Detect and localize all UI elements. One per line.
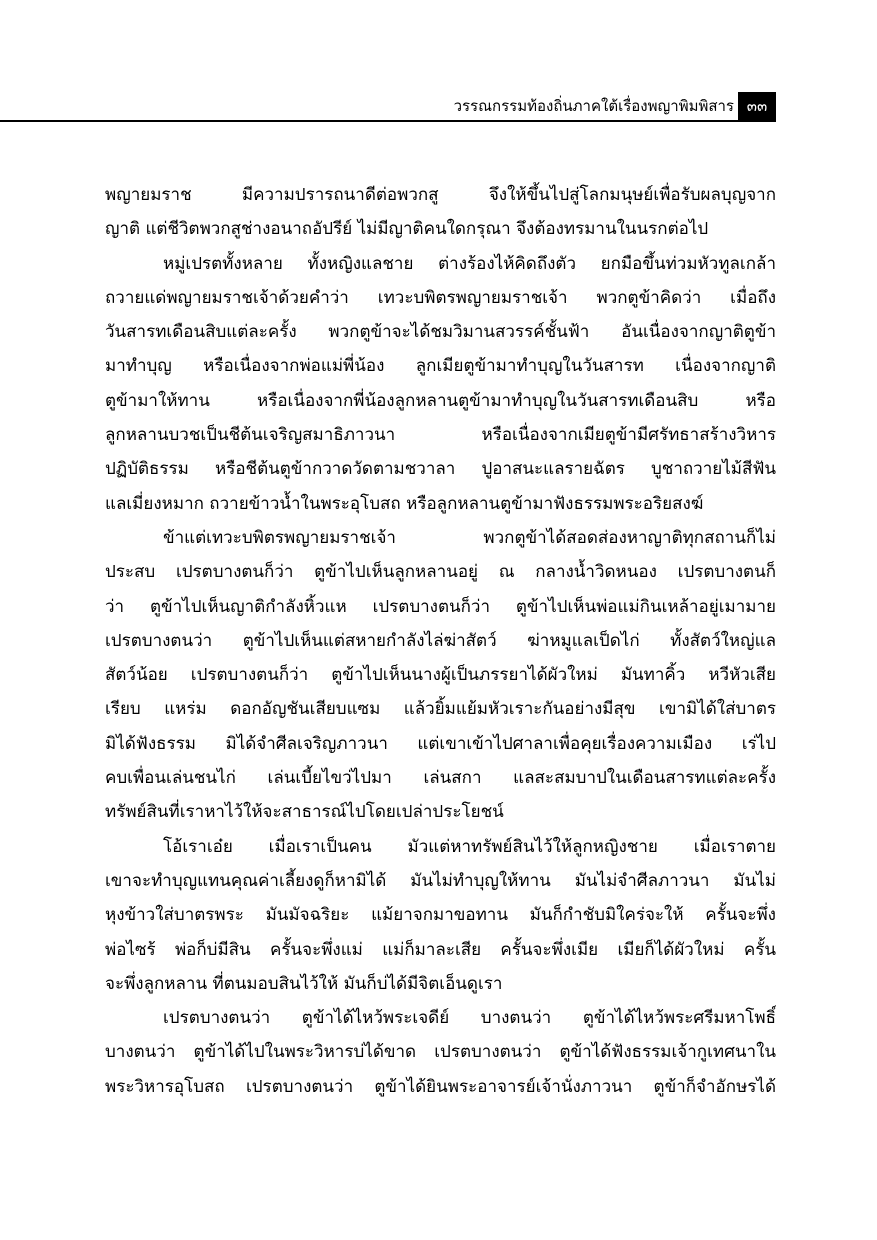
text-line: ว่า ตูข้าไปเห็นญาติกำลังหิ้วแห เปรตบางตนก็ว่า ตูข้าไปเห็นพ่อแม่กินเหล้าอยู่เมามาย (105, 596, 776, 617)
text-line: เขาจะทำบุญแทนคุณค่าเลี้ยงดูก็หามิได้ มันไม่ทำบุญให้ทาน มันไม่จำศีลภาวนา มันไม่ (105, 870, 776, 891)
paragraph-first-line: หมู่เปรตทั้งหลาย ทั้งหญิงแลชาย ต่างร้องไห้คิดถึงตัว ยกมือขึ้นท่วมหัวทูลเกล้า (163, 253, 776, 274)
text-line: ปฏิบัติธรรม หรือชีต้นตูข้ากวาดวัดตามชวาลา ปูอาสนะแลรายฉัตร บูชาถวายไม้สีฟัน (105, 459, 776, 480)
text-line: สัตว์น้อย เปรตบางตนก็ว่า ตูข้าไปเห็นนางผู้เป็นภรรยาได้ผัวใหม่ มันทาคิ้ว หวีหัวเสีย (105, 665, 776, 686)
text-line: ลูกหลานบวชเป็นชีต้นเจริญสมาธิภาวนา หรือเนื่องจากเมียตูข้ามีศรัทธาสร้างวิหาร (105, 425, 776, 446)
body-text (105, 178, 776, 1104)
text-line: พญายมราช มีความปรารถนาดีต่อพวกสู จึงให้ขึ้นไปสู่โลกมนุษย์เพื่อรับผลบุญจาก (105, 185, 776, 205)
text-line: ญาติ แต่ชีวิตพวกสูช่างอนาถอัปรีย์ ไม่มีญาติคนใดกรุณา จึงต้องทรมานในนรกต่อไป (105, 219, 709, 240)
paragraph-first-line: ข้าแต่เทวะบพิตรพญายมราชเจ้า พวกตูข้าได้สอดส่องหาญาติทุกสถานก็ไม่ (163, 527, 776, 548)
paragraph-first-line: โอ้เราเอ๋ย เมื่อเราเป็นคน มัวแต่หาทรัพย์สินไว้ให้ลูกหญิงชาย เมื่อเราตาย (163, 836, 776, 857)
text-line: เรียบ แหร่ม ดอกอัญชันเสียบแซม แล้วยิ้มแย้มหัวเราะกันอย่างมีสุข เขามิได้ใส่บาตร (105, 699, 776, 720)
text-line: หุงข้าวใส่บาตรพระ มันมัจฉริยะ แม้ยาจกมาขอทาน มันก็กำชับมิใคร่จะให้ ครั้นจะพึ่ง (105, 905, 776, 926)
text-line: มาทำบุญ หรือเนื่องจากพ่อแม่พี่น้อง ลูกเมียตูข้ามาทำบุญในวันสารท เนื่องจากญาติ (105, 356, 776, 377)
text-line: แลเมี่ยงหมาก ถวายข้าวน้ำในพระอุโบสถ หรือลูกหลานตูข้ามาฟังธรรมพระอริยสงฆ์ (105, 493, 704, 514)
text-line: วันสารทเดือนสิบแต่ละครั้ง พวกตูข้าจะได้ชมวิมานสวรรค์ชั้นฟ้า อันเนื่องจากญาติตูข้า (105, 322, 776, 343)
text-line: มิได้ฟังธรรม มิได้จำศีลเจริญภาวนา แต่เขาเข้าไปศาลาเพื่อคุยเรื่องความเมือง เร่ไป (105, 733, 776, 754)
text-line: ตูข้ามาให้ทาน หรือเนื่องจากพี่น้องลูกหลานตูข้ามาทำบุญในวันสารทเดือนสิบ หรือ (105, 390, 776, 411)
text-line: ทรัพย์สินที่เราหาไว้ให้จะสาธารณ์ไปโดยเปล่าประโยชน์ (105, 802, 504, 823)
text-line: คบเพื่อนเล่นชนไก่ เล่นเบี้ยไขว่ไปมา เล่นสกา แลสะสมบาปในเดือนสารทแต่ละครั้ง (105, 768, 776, 789)
text-line: ประสบ เปรตบางตนก็ว่า ตูข้าไปเห็นลูกหลานอยู่ ณ กลางน้ำวิดหนอง เปรตบางตนก็ (105, 562, 776, 583)
text-line: เปรตบางตนว่า ตูข้าไปเห็นแต่สหายกำลังไล่ฆ่าสัตว์ ฆ่าหมูแลเป็ดไก่ ทั้งสัตว์ใหญ่แล (105, 630, 776, 651)
text-line: จะพึ่งลูกหลาน ที่ตนมอบสินไว้ให้ มันก็บ่ได้มีจิตเอ็นดูเรา (105, 973, 503, 994)
running-header (0, 92, 776, 122)
header-rule (0, 120, 776, 122)
text-line: บางตนว่า ตูข้าได้ไปในพระวิหารบ่ได้ขาด เปรตบางตนว่า ตูข้าได้ฟังธรรมเจ้ากูเทศนาใน (105, 1042, 776, 1063)
text-line: พ่อไซร้ พ่อก็บ่มีสิน ครั้นจะพึ่งแม่ แม่ก็มาละเสีย ครั้นจะพึ่งเมีย เมียก็ได้ผัวใหม่ ครั้น (105, 939, 776, 960)
header-title: วรรณกรรมท้องถิ่นภาคใต้เรื่องพญาพิมพิสาร (453, 97, 734, 115)
text-line: พระวิหารอุโบสถ เปรตบางตนว่า ตูข้าได้ยินพระอาจารย์เจ้านั่งภาวนา ตูข้าก็จำอักษรได้ (105, 1076, 776, 1097)
paragraph-first-line: เปรตบางตนว่า ตูข้าได้ไหว้พระเจดีย์ บางตนว่า ตูข้าได้ไหว้พระศรีมหาโพธิ์ (163, 1008, 776, 1029)
page-number-badge: ๓๓ (738, 92, 776, 120)
text-line: ถวายแด่พญายมราชเจ้าด้วยคำว่า เทวะบพิตรพญายมราชเจ้า พวกตูข้าคิดว่า เมื่อถึง (105, 287, 776, 308)
